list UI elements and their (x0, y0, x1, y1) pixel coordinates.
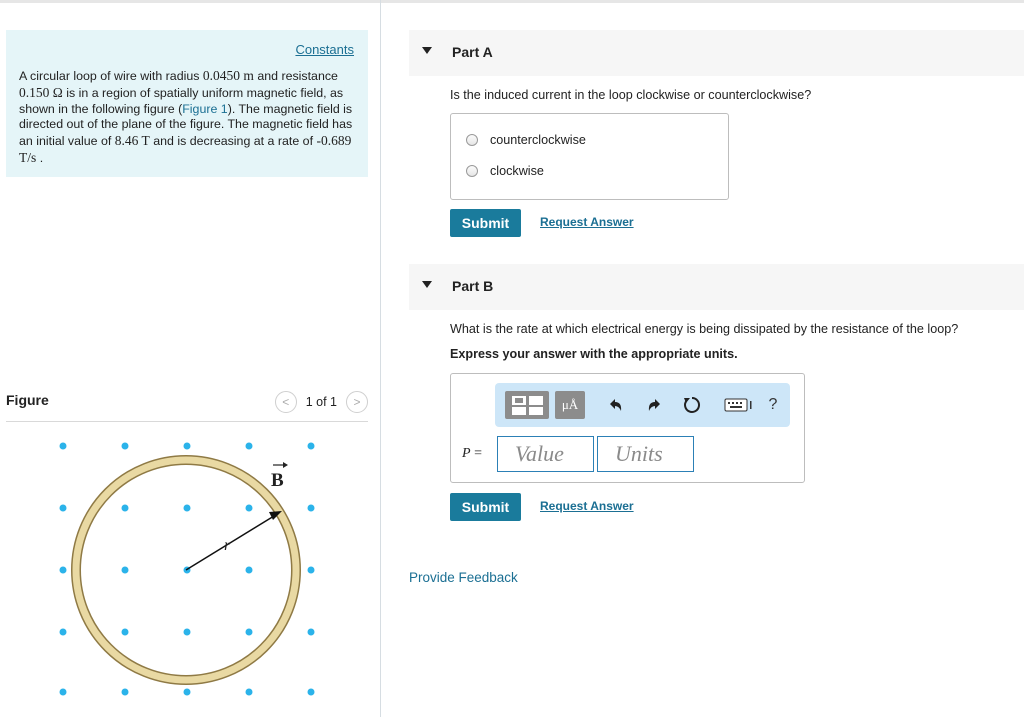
field-dot (60, 567, 67, 574)
keyboard-icon[interactable] (721, 391, 757, 419)
part-b-instruction: Express your answer with the appropriate units. (450, 347, 738, 361)
field-dot (184, 443, 191, 450)
field-dot (60, 443, 67, 450)
field-dot (246, 629, 253, 636)
part-b-request-answer-link[interactable]: Request Answer (540, 499, 634, 513)
part-b-title: Part B (452, 278, 494, 294)
field-dot (308, 443, 315, 450)
field-dot (246, 505, 253, 512)
constants-link[interactable]: Constants (295, 42, 354, 57)
units-icon[interactable]: μÅ (555, 391, 585, 419)
field-dot (308, 505, 315, 512)
redo-icon[interactable] (643, 391, 665, 419)
rate-value: -0.689 T/s (19, 133, 352, 165)
magnetic-field-figure (6, 424, 368, 717)
part-a-question: Is the induced current in the loop clockwise or counterclockwise? (450, 88, 812, 102)
field-dot (60, 689, 67, 696)
problem-text: A circular loop of wire with radius 0.0450 m and resistance 0.150 Ω is in a region of spatially uniform magnetic field, as shown in the following figure (Figure 1). The magnetic field is directed out of the plane of the figure. The magnetic field has an initial value of 8.46 T and is decreasing at a rate of -0.689 T/s . (19, 68, 353, 165)
undo-icon[interactable] (605, 391, 627, 419)
field-dot (308, 629, 315, 636)
part-a-title: Part A (452, 44, 493, 60)
field-dot (308, 567, 315, 574)
field-dot (60, 629, 67, 636)
column-divider (380, 0, 381, 717)
figure-header (6, 390, 368, 422)
templates-icon[interactable] (505, 391, 549, 419)
field-dot (184, 689, 191, 696)
option-label: counterclockwise (490, 133, 586, 147)
figure-title: Figure (6, 392, 49, 408)
figure-canvas (6, 424, 368, 717)
field-dot (122, 689, 129, 696)
option-counterclockwise[interactable] (466, 133, 586, 147)
help-icon[interactable]: ? (768, 396, 778, 413)
collapse-triangle-icon[interactable] (422, 47, 432, 54)
collapse-triangle-icon[interactable] (422, 281, 432, 288)
part-a-header[interactable] (409, 30, 1024, 76)
choices-box (450, 113, 729, 200)
value-input[interactable] (497, 436, 594, 472)
field-dot (184, 505, 191, 512)
vector-arrowhead (283, 462, 288, 468)
radius-value: 0.0450 m (202, 68, 254, 83)
field-dot (122, 567, 129, 574)
option-clockwise[interactable] (466, 164, 544, 178)
field-value: 8.46 T (114, 133, 150, 149)
radius-label: r (224, 537, 231, 554)
radio-counterclockwise[interactable] (466, 134, 478, 146)
part-b-submit-button[interactable]: Submit (450, 493, 521, 521)
field-dot (122, 629, 129, 636)
part-a-submit-button[interactable]: Submit (450, 209, 521, 237)
math-toolbar (495, 383, 790, 427)
part-a-request-answer-link[interactable]: Request Answer (540, 215, 634, 229)
prev-figure-button[interactable]: < (275, 391, 297, 413)
figure-link[interactable]: Figure 1 (182, 101, 228, 116)
figure-pager (275, 391, 368, 413)
field-dot (308, 689, 315, 696)
field-dot (246, 443, 253, 450)
option-label: clockwise (490, 164, 544, 178)
part-b-header[interactable] (409, 264, 1024, 310)
field-dot (122, 505, 129, 512)
reset-icon[interactable] (681, 391, 703, 419)
part-b-question: What is the rate at which electrical energy is being dissipated by the resistance of the loop? (450, 322, 959, 336)
field-dot (246, 689, 253, 696)
pager-text: 1 of 1 (305, 395, 337, 409)
field-dot (184, 629, 191, 636)
field-dot (60, 505, 67, 512)
field-dot (246, 567, 253, 574)
problem-statement (6, 30, 368, 177)
top-border (0, 0, 1024, 3)
field-dot (122, 443, 129, 450)
variable-label: P = (462, 446, 482, 461)
provide-feedback-link[interactable]: Provide Feedback (409, 570, 518, 585)
answer-box (450, 373, 805, 483)
resistance-value: 0.150 Ω (19, 84, 63, 100)
units-input[interactable] (597, 436, 694, 472)
next-figure-button[interactable]: > (346, 391, 368, 413)
field-label: B (271, 470, 284, 491)
radio-clockwise[interactable] (466, 165, 478, 177)
